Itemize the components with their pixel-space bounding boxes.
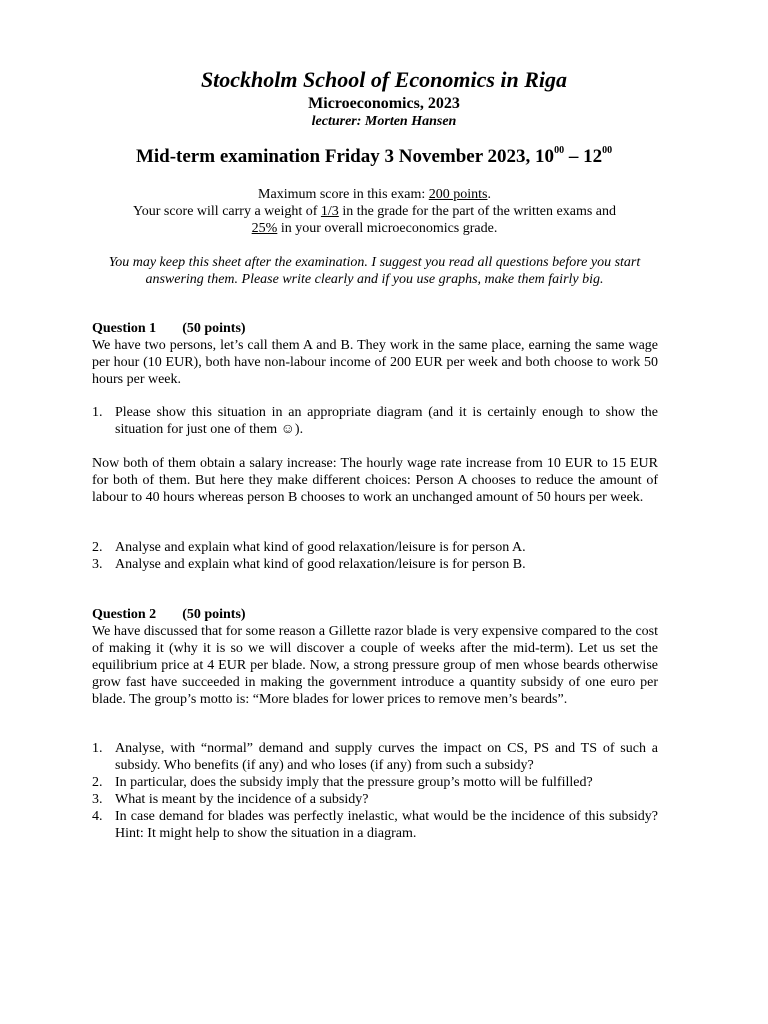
question-1-list-b	[92, 539, 658, 573]
question-1-title: Question 1	[92, 321, 157, 336]
item-text: Please show this situation in an appropriate diagram (and it is certainly enough to show the situation for just one of them ☺).	[115, 405, 658, 437]
question-2-points: (50 points)	[182, 607, 246, 622]
question-1-intro: We have two persons, let’s call them A and B. They work in the same place, earning the same wage per hour (10 EUR), both have non-labour income of 200 EUR per week and both choose to work 50 hours per week.	[92, 338, 658, 387]
question-2-list	[92, 740, 658, 842]
item-text: Analyse and explain what kind of good relaxation/leisure is for person A.	[115, 540, 526, 555]
school-title: Stockholm School of Economics in Riga	[200, 67, 568, 92]
max-score-line	[92, 186, 657, 203]
question-2-title: Question 2	[92, 607, 157, 622]
weight-value: 1/3	[320, 204, 339, 219]
exam-advice: You may keep this sheet after the examination. I suggest you read all questions before you start answering them. Please write clearly and if you use graphs, make them fairly big.	[108, 255, 641, 287]
overall-weight-value: 25%	[251, 221, 278, 236]
question-2	[92, 606, 658, 708]
item-number: 1.	[92, 405, 103, 420]
question-1-list-a	[92, 404, 658, 438]
item-text: In case demand for blades was perfectly inelastic, what would be the incidence of this subsidy? Hint: It might help to show the situation in a diagram.	[115, 809, 658, 841]
question-1-item-3	[92, 556, 658, 573]
question-2-intro: We have discussed that for some reason a Gillette razor blade is very expensive compared to the cost of making it (why it is so we will discover a couple of weeks after the mid-term). Let us set the equilibrium price at 4 EUR per blade. Now, a strong pressure group of men whose beards otherwise grow fast have succeeded in making the government introduce a quantity subsidy of one euro per blade. The group’s motto is: “More blades for lower prices to remove men’s beards”.	[92, 624, 658, 707]
question-2-item-1	[92, 740, 658, 774]
overall-weight-post: in your overall microeconomics grade.	[277, 221, 498, 236]
question-2-item-3	[92, 791, 658, 808]
exam-start-minutes: 00	[554, 144, 565, 156]
question-1-points: (50 points)	[182, 321, 246, 336]
item-number: 4.	[92, 809, 103, 824]
exam-info	[92, 186, 657, 237]
item-text: Analyse and explain what kind of good relaxation/leisure is for person B.	[115, 557, 526, 572]
question-2-item-4	[92, 808, 658, 842]
item-number: 3.	[92, 792, 103, 807]
question-1-item-2	[92, 539, 658, 556]
question-1	[92, 320, 658, 388]
item-number: 2.	[92, 540, 103, 555]
item-number: 3.	[92, 557, 103, 572]
weight-line	[92, 203, 657, 220]
item-text: Analyse, with “normal” demand and supply curves the impact on CS, PS and TS of such a subsidy. Who benefits (if any) and who loses (if any) from such a subsidy?	[115, 741, 658, 773]
max-score-value: 200 points	[428, 187, 488, 202]
exam-title-text: Mid-term examination Friday 3 November 2023, 10	[135, 146, 555, 167]
item-number: 1.	[92, 741, 103, 756]
question-1-heading	[92, 320, 658, 337]
lecturer-line: lecturer: Morten Hansen	[311, 114, 457, 129]
item-text: What is meant by the incidence of a subsidy?	[115, 792, 369, 807]
overall-weight-line	[92, 220, 657, 237]
exam-title	[0, 146, 748, 168]
max-score-post: .	[487, 187, 491, 202]
max-score-pre: Maximum score in this exam:	[258, 187, 429, 202]
exam-end-minutes: 00	[602, 144, 613, 156]
weight-pre: Your score will carry a weight of	[133, 204, 321, 219]
course-title: Microeconomics, 2023	[308, 95, 460, 112]
question-2-heading	[92, 606, 658, 623]
item-text: In particular, does the subsidy imply that the pressure group’s motto will be fulfilled?	[115, 775, 593, 790]
item-number: 2.	[92, 775, 103, 790]
question-2-item-2	[92, 774, 658, 791]
question-1-middle: Now both of them obtain a salary increase: The hourly wage rate increase from 10 EUR to 15 EUR for both of them. But here they make different choices: Person A chooses to reduce the amount of labour to 40 hours whereas person B chooses to work an unchanged amount of 50 hours per week.	[92, 456, 658, 505]
weight-post: in the grade for the part of the written exams and	[338, 204, 616, 219]
question-1-item-1	[92, 404, 658, 438]
exam-end-hour: – 12	[564, 146, 603, 167]
